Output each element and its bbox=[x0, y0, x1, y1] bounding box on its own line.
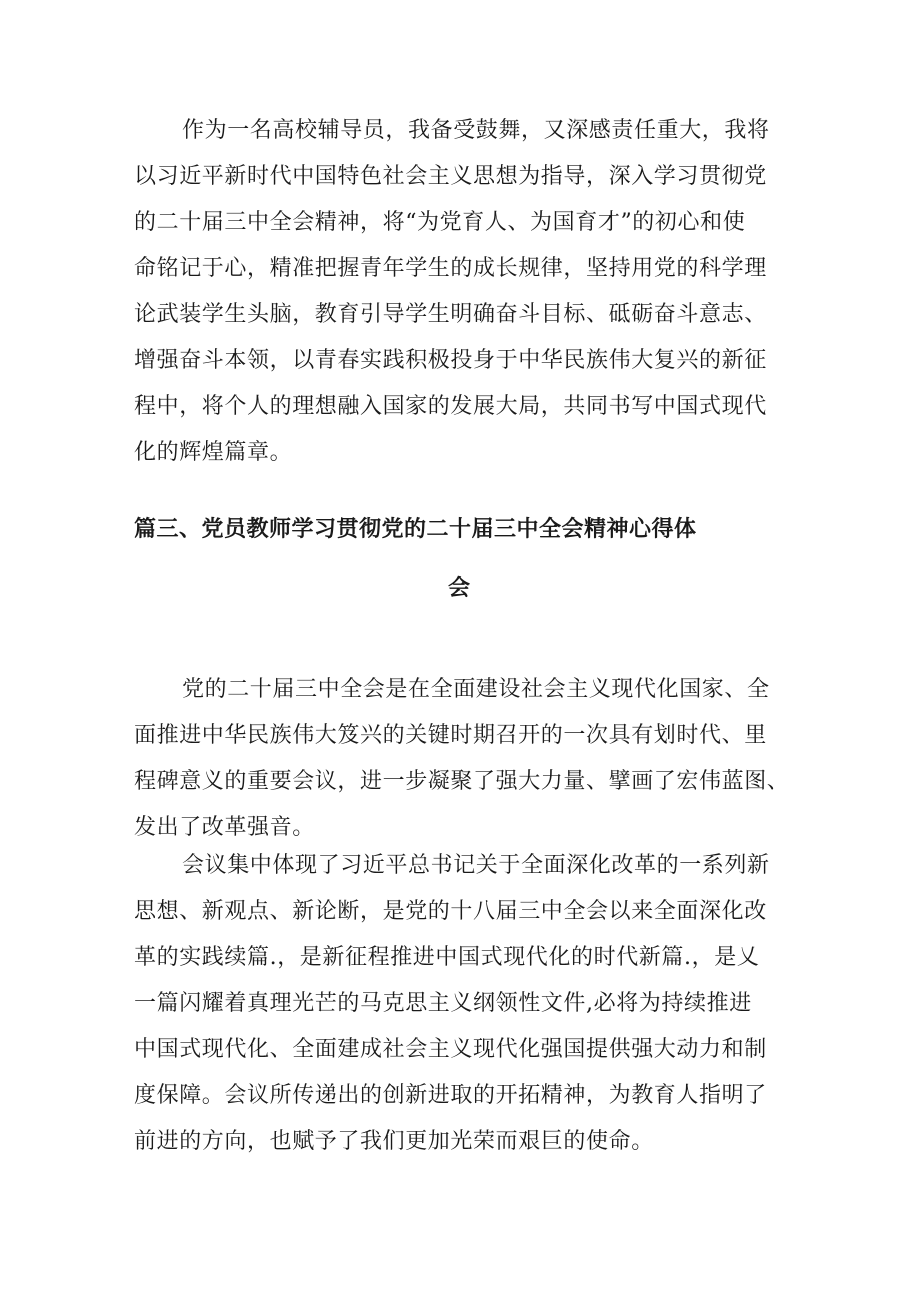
paragraph-2-line-4: 发出了改革强音。 bbox=[134, 815, 315, 840]
paragraph-2-line-3: 程碑意义的重要会议，进一步凝聚了强大力量、擘画了宏伟蓝图、 bbox=[134, 769, 790, 794]
paragraph-1-line-8: 化的辉煌篇章。 bbox=[134, 440, 293, 465]
paragraph-1-line-6: 增强奋斗本领，以青春实践积极投身于中华民族伟大复兴的新征 bbox=[134, 348, 767, 373]
paragraph-1-line-5: 论武装学生头脑，教育引导学生明确奋斗目标、砥砺奋斗意志、 bbox=[134, 302, 767, 327]
section-title-line-2: 会 bbox=[448, 576, 471, 601]
paragraph-3-line-2: 思想、新观点、新论断，是党的十八届三中全会以来全面深化改 bbox=[134, 899, 767, 924]
paragraph-2-line-1: 党的二十届三中全会是在全面建设社会主义现代化国家、全 bbox=[182, 677, 770, 702]
paragraph-3-line-3: 革的实践续篇.，是新征程推进中国式现代化的时代新篇.，是乂 bbox=[134, 945, 760, 970]
paragraph-3-line-6: 度保障。会议所传递出的创新进取的开拓精神，为教育人指明了 bbox=[134, 1083, 767, 1108]
paragraph-3-line-7: 前进的方向，也赋予了我们更加光荣而艰巨的使命。 bbox=[134, 1129, 654, 1154]
paragraph-2-line-2: 面推进中华民族伟大笈兴的关键时期召开的一次具有划时代、里 bbox=[134, 723, 767, 748]
paragraph-1-line-1: 作为一名高校辅导员，我备受鼓舞，又深感责任重大，我将 bbox=[182, 118, 770, 143]
paragraph-1-line-2: 以习近平新时代中国特色社会主义思想为指导，深入学习贯彻党 bbox=[134, 164, 767, 189]
paragraph-3-line-5: 中国式现代化、全面建成社会主义现代化强国提供强大动力和制 bbox=[134, 1037, 767, 1062]
paragraph-1-line-4: 命铭记于心，精准把握青年学生的成长规律，坚持用党的科学理 bbox=[134, 256, 767, 281]
paragraph-3-line-1: 会议集中体现了习近平总书记关于全面深化改革的一系列新 bbox=[182, 853, 770, 878]
paragraph-3-line-4: 一篇闪耀着真理光芒的马克思主义纲领性文件,必将为持续推进 bbox=[134, 991, 752, 1016]
section-title-line-1: 篇三、党员教师学习贯彻党的二十届三中全会精神心得体 bbox=[134, 517, 697, 542]
paragraph-1-line-3: 的二十届三中全会精神，将“为党育人、为国育才”的初心和使 bbox=[134, 210, 746, 235]
paragraph-1-line-7: 程中，将个人的理想融入国家的发展大局，共同书写中国式现代 bbox=[134, 394, 767, 419]
